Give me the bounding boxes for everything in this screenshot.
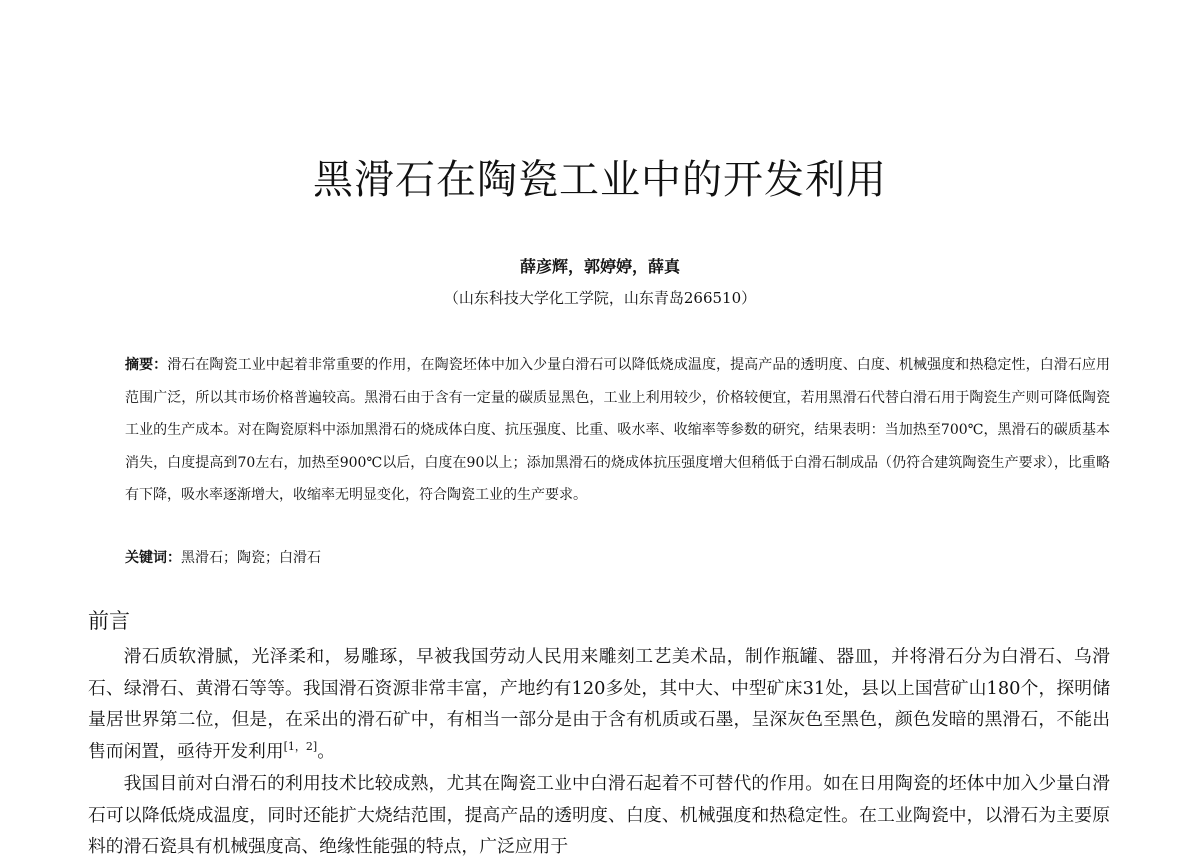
author-list: 薛彦辉，郭婷婷，薛真 [519, 257, 680, 276]
abstract [125, 349, 1110, 512]
abstract-label: 摘要： [125, 357, 168, 373]
body-paragraph [88, 768, 1110, 863]
citation-ref: [1，2] [283, 739, 318, 753]
section-heading: 前言 [88, 609, 130, 633]
paragraph-text: 我国目前对白滑石的利用技术比较成熟，尤其在陶瓷工业中白滑石起着不可替代的作用。如在日用陶瓷的坯体中加入少量白滑石可以降低烧成温度，同时还能扩大烧结范围，提高产品的透明度、白度、机械强度和热稳定性。在工业陶瓷中，以滑石为主要原料的滑石瓷具有机械强度高、绝缘性能强的特点，广泛应用于 [88, 773, 1110, 857]
paper-title: 黑滑石在陶瓷工业中的开发利用 [313, 156, 887, 203]
affiliation: （山东科技大学化工学院，山东青岛266510） [443, 289, 757, 307]
keywords [125, 544, 1110, 572]
body-paragraph [88, 641, 1110, 767]
abstract-text: 滑石在陶瓷工业中起着非常重要的作用，在陶瓷坯体中加入少量白滑石可以降低烧成温度，提高产品的透明度、白度、机械强度和热稳定性，白滑石应用范围广泛，所以其市场价格普遍较高。黑滑石由于含有一定量的碳质显黑色，工业上利用较少，价格较便宜，若用黑滑石代替白滑石用于陶瓷生产则可降低陶瓷工业的生产成本。对在陶瓷原料中添加黑滑石的烧成体白度、抗压强度、比重、吸水率、收缩率等参数的研究，结果表明：当加热至700℃，黑滑石的碳质基本消失，白度提高到70左右，加热至900℃以后，白度在90以上；添加黑滑石的烧成体抗压强度增大但稍低于白滑石制成品（仍符合建筑陶瓷生产要求），比重略有下降，吸水率逐渐增大，收缩率无明显变化，符合陶瓷工业的生产要求。 [125, 357, 1110, 503]
keywords-label: 关键词： [125, 550, 181, 566]
keywords-text: 黑滑石；陶瓷；白滑石 [181, 550, 321, 566]
paragraph-end: 。 [317, 740, 335, 762]
paragraph-text: 滑石质软滑腻，光泽柔和，易雕琢，早被我国劳动人民用来雕刻工艺美术品，制作瓶罐、器皿，并将滑石分为白滑石、乌滑石、绿滑石、黄滑石等等。我国滑石资源非常丰富，产地约有120多处，其中大、中型矿床31处，县以上国营矿山180个，探明储量居世界第二位，但是，在采出的滑石矿中，有相当一部分是由于含有机质或石墨，呈深灰色至黑色，颜色发暗的黑滑石，不能出售而闲置，亟待开发利用 [88, 646, 1110, 762]
